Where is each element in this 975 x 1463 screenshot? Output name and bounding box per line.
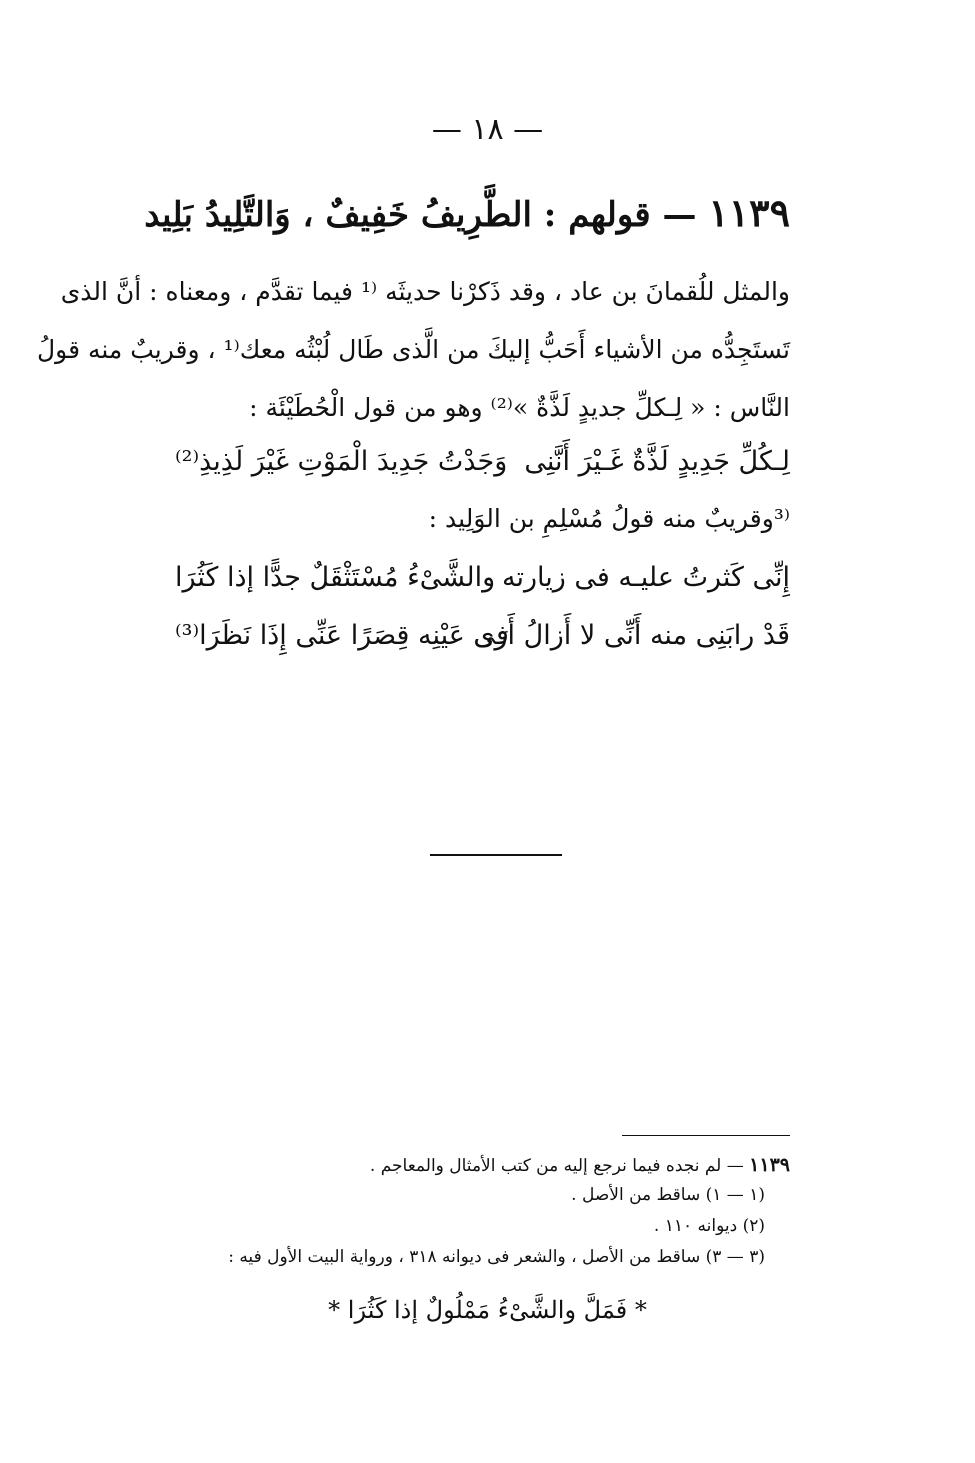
verse-1	[175, 446, 790, 486]
section-divider	[430, 854, 562, 856]
verse-3-first-hemistich: قَدْ رابَنِى منه أَنِّى لا أَزالُ أَرَى	[473, 620, 790, 651]
footnote-verse: * فَمَلَّ والشَّىْءُ مَمْلُولٌ إذا كَثُرَا *	[328, 1296, 647, 1324]
verse-2	[175, 562, 790, 602]
verse-3	[175, 620, 790, 660]
footnote-1	[150, 1154, 790, 1176]
footnote-2	[205, 1185, 765, 1205]
paragraph-line-1: والمثل للُقمانَ بن عاد ، وقد ذَكرْنا حديثَه ⁽¹ فيما تقدَّم ، ومعناه : أنَّ الذى	[60, 277, 790, 306]
entry-dash: —	[650, 195, 709, 235]
paragraph-line-2: تَستَجِدُّه من الأشياء أَحَبُّ إليكَ من الَّذى طَال لُبْثُه معك⁽¹ ، وقريبٌ منه قولُ	[36, 335, 790, 364]
verse-2-first-hemistich: إِنِّى كَثرتُ عليـه فى زيارته	[502, 562, 790, 593]
intro-line: ⁽³وقريبٌ منه قولُ مُسْلِمِ بن الوَلِيد :	[428, 504, 790, 533]
footnote-2-text: (١ — ١) ساقط من الأصل .	[571, 1185, 765, 1205]
verse-3-second-hemistich: فى عَيْنِه قِصَرًا عَنِّى إِذَا نَظَرَا⁽³⁾	[175, 620, 509, 651]
footnote-rule	[622, 1135, 790, 1136]
entry-number: ١١٣٩	[708, 190, 790, 235]
footnote-1-number: ١١٣٩	[749, 1154, 790, 1176]
page-number: — ١٨ —	[431, 112, 544, 147]
footnote-3-text: (٢) ديوانه ١١٠ .	[653, 1216, 765, 1236]
entry-title: قولهم : الطَّرِيفُ خَفِيفٌ ، وَالتَّلِيدُ بَلِيد	[144, 195, 651, 235]
paragraph-line-3: النَّاس : « لِـكلِّ جديدٍ لَذَّةٌ »⁽²⁾ وهو من قول الْحُطَيْئَة :	[249, 393, 790, 422]
footnote-1-text: — لم نجده فيما نرجع إليه من كتب الأمثال والمعاجم .	[369, 1156, 750, 1176]
verse-1-first-hemistich: لِـكُلِّ جَدِيدٍ لَذَّةٌ غَـيْرَ أَنَّنِى	[524, 446, 790, 477]
verse-2-second-hemistich: والشَّىْءُ مُسْتَثْقَلٌ جدًّا إذا كَثُرَا	[175, 562, 496, 593]
footnote-4-text: (٣ — ٣) ساقط من الأصل ، والشعر فى ديوانه ٣١٨ ، ورواية البيت الأول فيه :	[228, 1247, 765, 1267]
footnote-4	[165, 1247, 765, 1267]
entry-heading	[144, 190, 790, 235]
verse-1-second-hemistich: وَجَدْتُ جَدِيدَ الْمَوْتِ غَيْرَ لَذِيذِ⁽²⁾	[175, 446, 508, 477]
footnote-3	[205, 1216, 765, 1236]
